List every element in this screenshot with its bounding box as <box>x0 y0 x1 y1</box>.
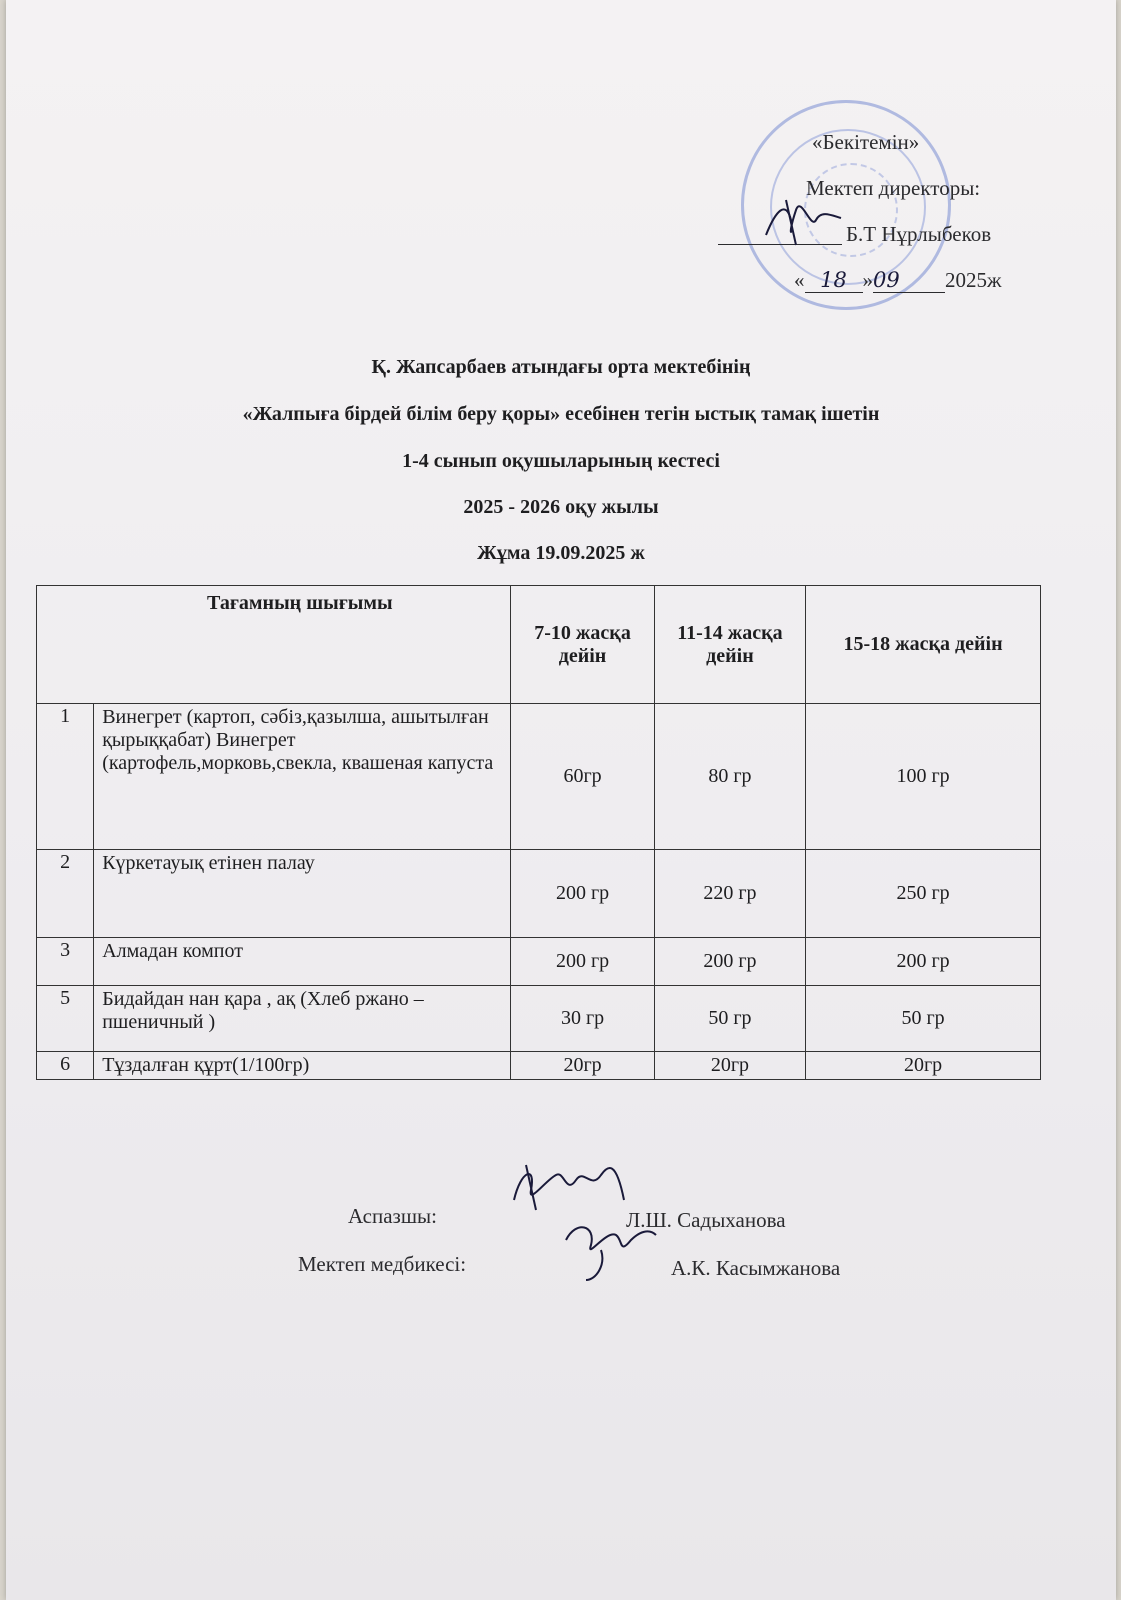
table-row <box>37 1052 1041 1080</box>
table-row <box>37 938 1041 986</box>
dish-name: Күркетауық етінен палау <box>94 850 511 938</box>
table-header-row <box>37 586 1041 704</box>
heading-school: Қ. Жапсарбаев атындағы орта мектебінің <box>371 356 751 378</box>
value-15-18: 100 гр <box>806 704 1041 850</box>
date-year: 2025ж <box>945 268 1002 292</box>
row-number: 6 <box>37 1052 94 1080</box>
heading-year: 2025 - 2026 оқу жылы <box>463 496 659 518</box>
header-dish-output: Тағамның шығымы <box>37 586 511 704</box>
value-7-10: 200 гр <box>511 938 654 986</box>
menu-table <box>36 585 1041 1080</box>
nurse-name: А.К. Касымжанова <box>671 1256 841 1280</box>
dish-name: Винегрет (картоп, сәбіз,қазылша, ашытылған қырыққабат) Винегрет (картофель,морковь,свекла, квашеная капуста <box>94 704 511 850</box>
table-row <box>37 850 1041 938</box>
nurse-label: Мектеп медбикесі: <box>298 1252 467 1276</box>
dish-name: Бидайдан нан қара , ақ (Хлеб ржано – пшеничный ) <box>94 986 511 1052</box>
row-number: 5 <box>37 986 94 1052</box>
value-11-14: 200 гр <box>654 938 805 986</box>
dish-name: Алмадан компот <box>94 938 511 986</box>
value-15-18: 50 гр <box>806 986 1041 1052</box>
director-signature <box>756 190 846 250</box>
value-11-14: 80 гр <box>654 704 805 850</box>
header-age-7-10: 7-10 жасқа дейін <box>511 586 654 704</box>
row-number: 1 <box>37 704 94 850</box>
value-7-10: 200 гр <box>511 850 654 938</box>
header-age-15-18: 15-18 жасқа дейін <box>806 586 1041 704</box>
date-day: 18 <box>805 268 863 293</box>
document-page <box>6 0 1116 1600</box>
approval-title: «Бекітемін» <box>812 130 920 154</box>
dish-name: Тұздалған құрт(1/100гр) <box>94 1052 511 1080</box>
value-15-18: 20гр <box>806 1052 1041 1080</box>
table-row <box>37 986 1041 1052</box>
value-11-14: 50 гр <box>654 986 805 1052</box>
approval-date <box>794 268 1002 293</box>
value-15-18: 200 гр <box>806 938 1041 986</box>
approval-name: Б.Т Нұрлыбеков <box>846 222 992 246</box>
cook-name: Л.Ш. Садыханова <box>626 1208 786 1232</box>
value-7-10: 60гр <box>511 704 654 850</box>
date-month: 09 <box>873 268 945 293</box>
table-row <box>37 704 1041 850</box>
header-age-11-14: 11-14 жасқа дейін <box>654 586 805 704</box>
row-number: 2 <box>37 850 94 938</box>
value-15-18: 250 гр <box>806 850 1041 938</box>
cook-label: Аспазшы: <box>348 1204 437 1228</box>
approval-role: Мектеп директоры: <box>806 176 981 200</box>
heading-fund: «Жалпыға бірдей білім беру қоры» есебінен тегін ыстық тамақ ішетін <box>242 403 880 425</box>
date-mid: » <box>862 268 873 292</box>
heading-date: Жұма 19.09.2025 ж <box>477 542 645 564</box>
value-11-14: 220 гр <box>654 850 805 938</box>
value-11-14: 20гр <box>654 1052 805 1080</box>
date-open: « <box>794 268 805 292</box>
value-7-10: 30 гр <box>511 986 654 1052</box>
heading-classes: 1-4 сынып оқушыларының кестесі <box>402 450 720 472</box>
row-number: 3 <box>37 938 94 986</box>
value-7-10: 20гр <box>511 1052 654 1080</box>
